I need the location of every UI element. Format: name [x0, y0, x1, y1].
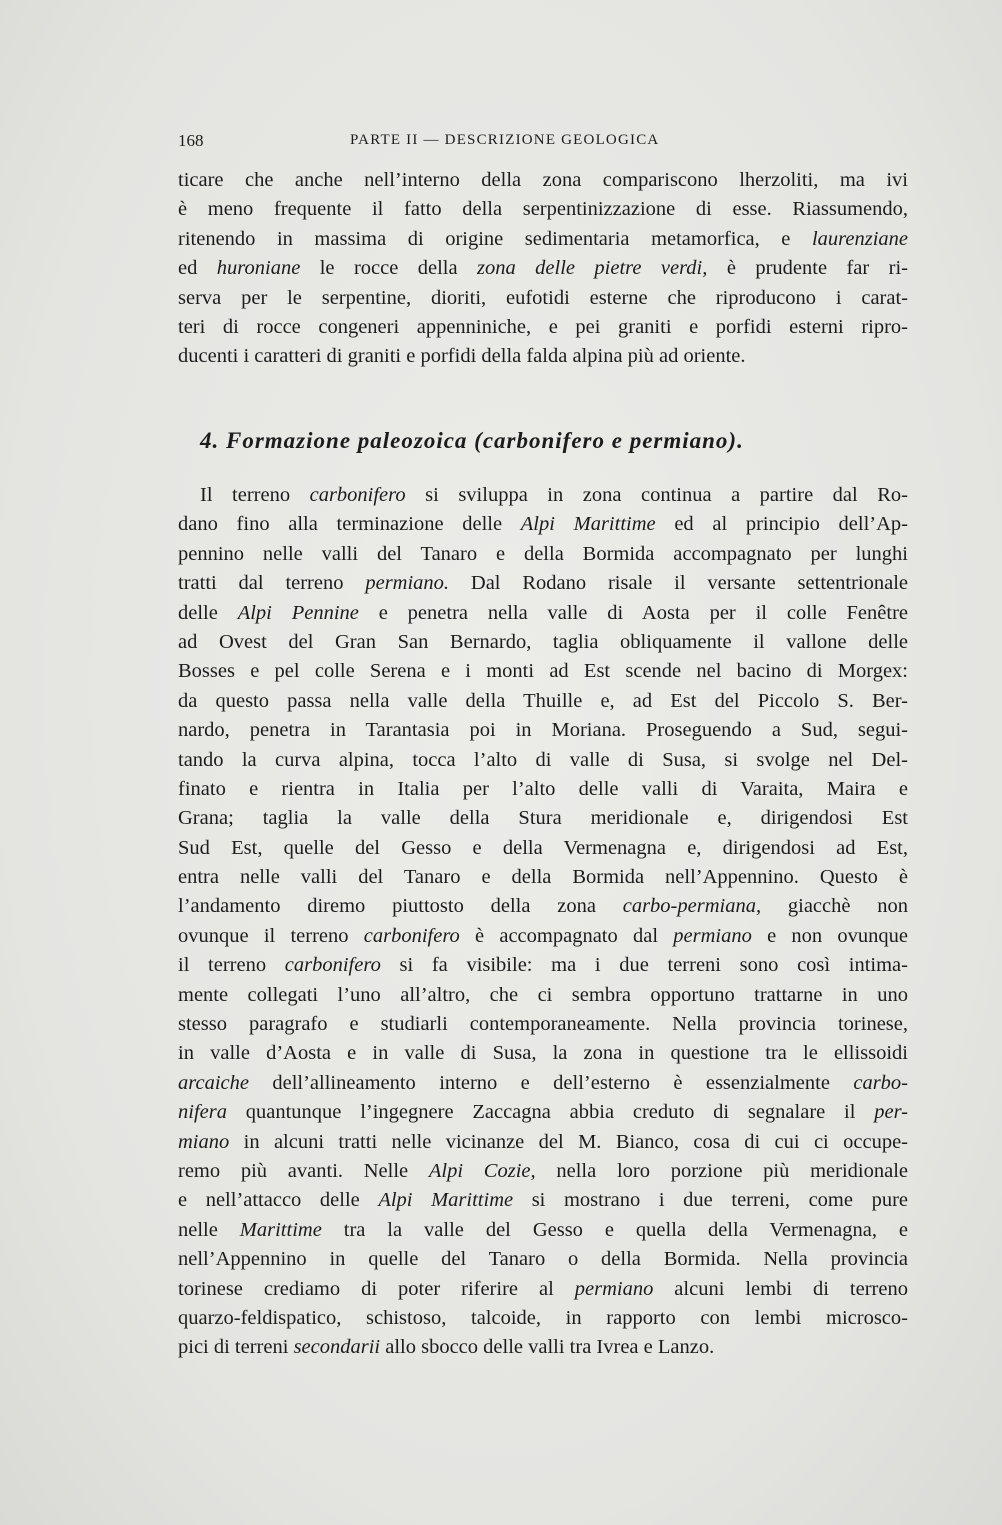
text-line	[178, 628, 908, 657]
text-run: Grana; taglia la valle della Stura meridionale e, dirigendosi Est	[178, 807, 908, 830]
text-line	[178, 775, 908, 804]
italic-term: huroniane	[216, 257, 301, 280]
text-run: delle	[178, 601, 238, 624]
text-run: ed al principio dell’Ap-	[655, 513, 908, 536]
italic-term: secondarii	[293, 1336, 381, 1359]
text-line	[178, 1039, 908, 1068]
text-run: mente collegati l’uno all’altro, che ci sembra opportuno trattarne in uno	[178, 983, 908, 1006]
italic-term: Alpi Cozie,	[428, 1159, 536, 1182]
italic-term: zona delle pietre verdi,	[477, 257, 708, 280]
running-head	[178, 131, 908, 155]
text-run: tra la valle del Gesso e quella della Vermenagna, e	[321, 1218, 908, 1241]
italic-term: permiano.	[365, 572, 450, 595]
section-title: Formazione paleozoica (carbonifero e permiano).	[226, 428, 744, 453]
italic-term: carbo-	[853, 1071, 908, 1094]
text-line	[178, 1186, 908, 1215]
text-run: ovunque il terreno	[178, 924, 364, 947]
text-line	[178, 1245, 908, 1274]
italic-term: arcaiche	[178, 1071, 249, 1094]
italic-term: miano	[178, 1130, 230, 1153]
text-run: è prudente far ri-	[707, 257, 909, 280]
text-line	[178, 284, 908, 313]
text-line	[178, 225, 908, 254]
text-run: serva per le serpentine, dioriti, eufotidi esterne che riproducono i carat-	[178, 286, 908, 309]
italic-term: carbonifero	[309, 484, 406, 506]
italic-term: permiano	[673, 924, 752, 947]
text-line	[178, 1304, 908, 1333]
text-run: e non ovunque	[751, 924, 908, 947]
text-run: giacchè non	[761, 895, 908, 918]
text-run: si sviluppa in zona continua a partire dal Ro-	[405, 484, 908, 506]
text-run: ticare che anche nell’interno della zona compariscono lherzoliti, ma ivi	[178, 169, 908, 191]
text-line	[178, 166, 908, 195]
text-run: e penetra nella valle di Aosta per il colle Fenêtre	[358, 601, 908, 624]
text-line	[178, 481, 908, 510]
text-line	[178, 342, 908, 371]
italic-term: carbo-permiana,	[622, 895, 762, 918]
text-run: nell’Appennino in quelle del Tanaro o della Bormida. Nella provincia	[178, 1248, 908, 1271]
text-run: ritenendo in massima di origine sedimentaria metamorfica, e	[178, 227, 812, 250]
text-line	[178, 1216, 908, 1245]
italic-term: per-	[874, 1101, 908, 1124]
text-line	[178, 195, 908, 224]
italic-term: Alpi Pennine	[237, 601, 359, 624]
text-run: dano fino alla terminazione delle	[178, 513, 521, 536]
text-line	[178, 892, 908, 921]
text-run: si mostrano i due terreni, come pure	[513, 1189, 909, 1212]
text-line	[178, 1128, 908, 1157]
text-run: teri di rocce congeneri appenniniche, e pei graniti e porfidi esterni ripro-	[178, 315, 908, 338]
italic-term: laurenziane	[811, 227, 908, 250]
text-run: tratti dal terreno	[178, 572, 366, 595]
text-line	[178, 746, 908, 775]
text-line	[178, 1010, 908, 1039]
text-line	[178, 540, 908, 569]
text-run: alcuni lembi di terreno	[653, 1277, 908, 1300]
running-title: PARTE II — DESCRIZIONE GEOLOGICA	[350, 132, 660, 148]
italic-term: Alpi Marittime	[520, 513, 656, 536]
text-run: ed	[178, 257, 217, 280]
text-line	[178, 1069, 908, 1098]
text-run: è accompagnato dal	[459, 924, 674, 947]
text-run: quantunque l’ingegnere Zaccagna abbia creduto di segnalare il	[226, 1101, 875, 1124]
text-line	[178, 981, 908, 1010]
italic-term: nifera	[178, 1101, 227, 1124]
section-number: 4.	[200, 428, 220, 453]
text-run: remo più avanti. Nelle	[178, 1159, 429, 1182]
text-run: finato e rientra in Italia per l’alto delle valli di Varaita, Maira e	[178, 777, 908, 800]
text-run: Sud Est, quelle del Gesso e della Vermenagna e, dirigendosi ad Est,	[178, 836, 908, 859]
text-run: nella loro porzione più meridionale	[535, 1159, 909, 1182]
section-heading	[200, 428, 744, 454]
text-run: in valle d’Aosta e in valle di Susa, la zona in questione tra le ellissoidi	[178, 1042, 908, 1065]
text-run: si fa visibile: ma i due terreni sono così intima-	[380, 954, 908, 977]
text-run: e nell’attacco delle	[178, 1189, 379, 1212]
text-run: le rocce della	[300, 257, 477, 280]
text-run: tando la curva alpina, tocca l’alto di valle di Susa, si svolge nel Del-	[178, 748, 908, 771]
text-run: in alcuni tratti nelle vicinanze del M. Bianco, cosa di cui ci occupe-	[229, 1130, 908, 1153]
text-run: Dal Rodano risale il versante settentrionale	[449, 572, 908, 595]
text-line	[178, 510, 908, 539]
text-run: entra nelle valli del Tanaro e della Bormida nell’Appennino. Questo è	[178, 866, 908, 889]
text-run: Bosses e pel colle Serena e i monti ad Est scende nel bacino di Morgex:	[178, 660, 908, 683]
text-line	[178, 687, 908, 716]
text-line	[178, 657, 908, 686]
text-line	[178, 569, 908, 598]
text-line	[178, 599, 908, 628]
italic-term: Marittime	[239, 1218, 322, 1241]
text-line	[178, 1275, 908, 1304]
text-line	[178, 863, 908, 892]
italic-term: carbonifero	[284, 954, 381, 977]
italic-term: permiano	[574, 1277, 654, 1300]
text-line	[178, 951, 908, 980]
text-run: quarzo-feldispatico, schistoso, talcoide, in rapporto con lembi microsco-	[178, 1306, 908, 1329]
text-run: Il terreno	[200, 484, 310, 506]
text-run: ad Ovest del Gran San Bernardo, taglia obliquamente il vallone delle	[178, 630, 908, 653]
paragraph-1	[178, 166, 908, 372]
text-line	[178, 834, 908, 863]
text-run: pennino nelle valli del Tanaro e della Bormida accompagnato per lunghi	[178, 542, 908, 565]
text-line	[178, 716, 908, 745]
text-line	[178, 922, 908, 951]
text-run: nelle	[178, 1218, 240, 1241]
text-line	[178, 254, 908, 283]
text-run: stesso paragrafo e studiarli contemporaneamente. Nella provincia torinese,	[178, 1013, 908, 1036]
text-run: nardo, penetra in Tarantasia poi in Moriana. Proseguendo a Sud, segui-	[178, 719, 908, 742]
text-run: torinese crediamo di poter riferire al	[178, 1277, 575, 1300]
text-run: il terreno	[178, 954, 285, 977]
text-run: pici di terreni	[178, 1336, 294, 1359]
text-line	[178, 1333, 908, 1362]
paragraph-2	[178, 481, 908, 1363]
text-line	[178, 804, 908, 833]
text-run: allo sbocco delle valli tra Ivrea e Lanzo.	[380, 1336, 715, 1359]
italic-term: carbonifero	[363, 924, 460, 947]
text-run: l’andamento diremo piuttosto della zona	[178, 895, 623, 918]
text-run: ducenti i caratteri di graniti e porfidi della falda alpina più ad oriente.	[178, 345, 746, 368]
text-line	[178, 1157, 908, 1186]
text-run: da questo passa nella valle della Thuille e, ad Est del Piccolo S. Ber-	[178, 689, 908, 712]
text-line	[178, 1098, 908, 1127]
text-run: dell’allineamento interno e dell’esterno è essenzialmente	[248, 1071, 854, 1094]
italic-term: Alpi Marittime	[378, 1189, 514, 1212]
page-number: 168	[178, 131, 204, 150]
text-run: è meno frequente il fatto della serpentinizzazione di esse. Riassumendo,	[178, 198, 908, 221]
text-line	[178, 313, 908, 342]
